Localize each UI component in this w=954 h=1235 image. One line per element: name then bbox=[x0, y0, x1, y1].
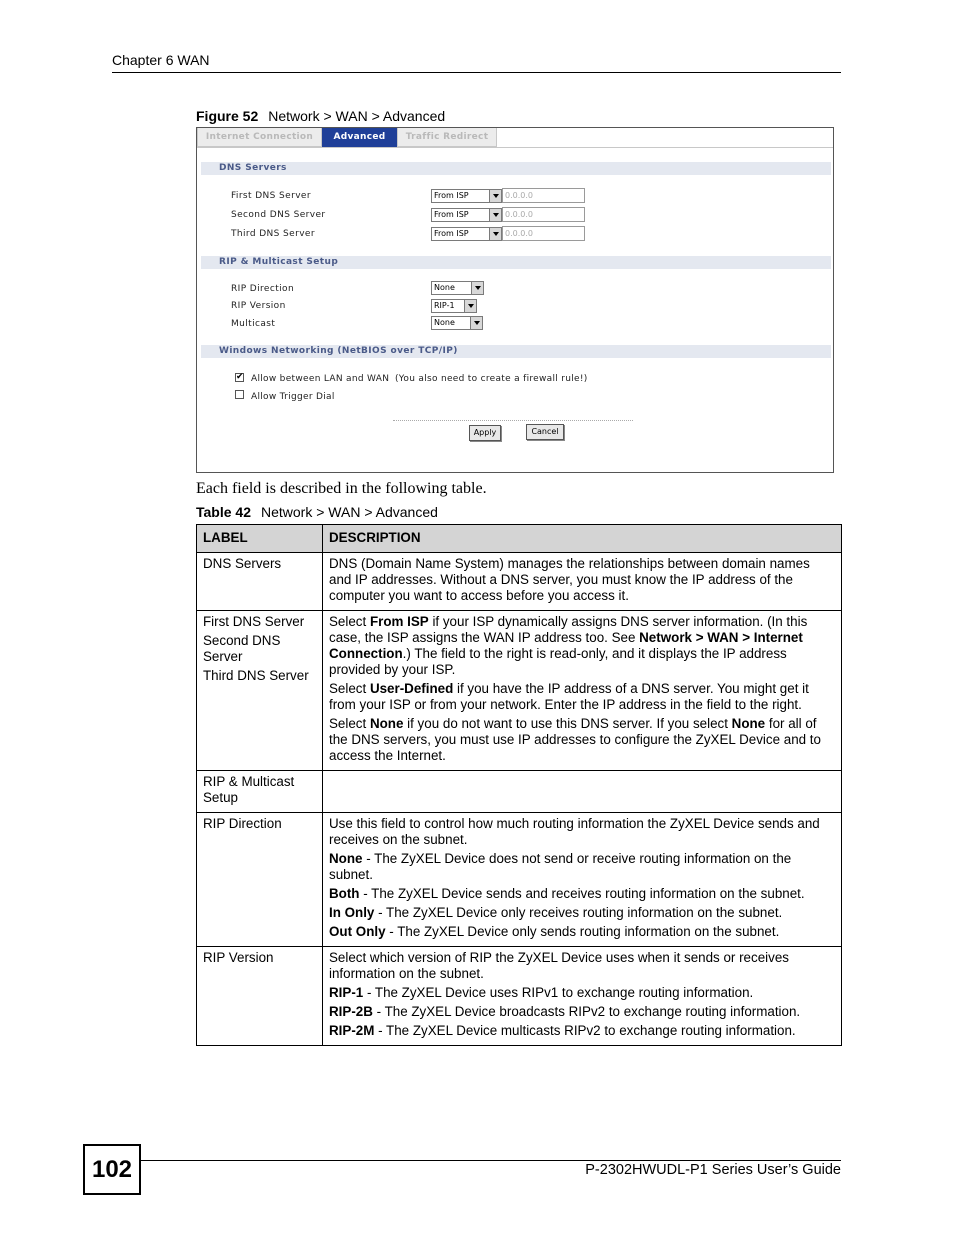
second-dns-select[interactable]: From ISP bbox=[431, 208, 502, 222]
footer-rule bbox=[140, 1160, 841, 1161]
allow-lan-wan-checkbox[interactable] bbox=[235, 373, 244, 382]
table-number: Table 42 bbox=[196, 504, 251, 520]
chevron-down-icon bbox=[464, 300, 476, 312]
tab-advanced[interactable]: Advanced bbox=[322, 128, 397, 147]
table-row bbox=[197, 771, 842, 813]
first-dns-label: First DNS Server bbox=[231, 191, 311, 201]
header-rule bbox=[112, 72, 841, 73]
tab-internet-connection[interactable]: Internet Connection bbox=[197, 128, 322, 147]
allow-lan-wan-label: Allow between LAN and WAN bbox=[251, 374, 390, 384]
cancel-button[interactable]: Cancel bbox=[526, 424, 564, 440]
row-label: RIP Version bbox=[197, 947, 323, 1046]
second-dns-ip-field[interactable]: 0.0.0.0 bbox=[502, 207, 585, 222]
row-label: RIP Direction bbox=[197, 813, 323, 947]
chevron-down-icon bbox=[489, 228, 501, 240]
apply-button[interactable]: Apply bbox=[469, 425, 501, 441]
divider bbox=[393, 420, 633, 421]
dns-servers-section: DNS Servers bbox=[201, 162, 831, 175]
table-row bbox=[197, 813, 842, 947]
rip-direction-label: RIP Direction bbox=[231, 284, 295, 294]
rip-direction-select[interactable]: None bbox=[431, 281, 484, 295]
table-header-row bbox=[197, 525, 842, 553]
third-dns-ip-field[interactable]: 0.0.0.0 bbox=[502, 226, 585, 241]
guide-title: P-2302HWUDL-P1 Series User’s Guide bbox=[585, 1162, 841, 1178]
second-dns-label: Second DNS Server bbox=[231, 210, 326, 220]
tab-traffic-redirect[interactable]: Traffic Redirect bbox=[397, 128, 497, 147]
row-label: First DNS Server Second DNS Server Third DNS Server bbox=[197, 611, 323, 771]
table-row bbox=[197, 947, 842, 1046]
row-label: DNS Servers bbox=[197, 553, 323, 611]
label-column-header: LABEL bbox=[197, 525, 323, 553]
page-number: 102 bbox=[83, 1144, 141, 1195]
tab-bar bbox=[197, 128, 497, 148]
chevron-down-icon bbox=[471, 282, 483, 294]
row-label: RIP & Multicast Setup bbox=[197, 771, 323, 813]
wan-advanced-screenshot bbox=[196, 127, 834, 473]
table-caption bbox=[196, 504, 438, 520]
first-dns-select[interactable]: From ISP bbox=[431, 189, 502, 203]
chevron-down-icon bbox=[489, 190, 501, 202]
chapter-header: Chapter 6 WAN bbox=[112, 52, 210, 68]
check-icon: ✔ bbox=[236, 372, 244, 382]
rip-version-label: RIP Version bbox=[231, 301, 286, 311]
table-title: Network > WAN > Advanced bbox=[261, 504, 438, 520]
allow-trigger-dial-label: Allow Trigger Dial bbox=[251, 392, 335, 402]
chevron-down-icon bbox=[470, 317, 482, 329]
table-row bbox=[197, 611, 842, 771]
chevron-down-icon bbox=[489, 209, 501, 221]
third-dns-select[interactable]: From ISP bbox=[431, 227, 502, 241]
figure-title: Network > WAN > Advanced bbox=[268, 108, 446, 124]
tab-underline bbox=[197, 147, 833, 148]
third-dns-label: Third DNS Server bbox=[231, 229, 315, 239]
row-description: DNS (Domain Name System) manages the relationships between domain names and IP addresses. Without a DNS server, you must know the IP address of the computer you want to access before you access it. bbox=[323, 553, 842, 611]
first-dns-ip-field[interactable]: 0.0.0.0 bbox=[502, 188, 585, 203]
intro-text: Each field is described in the following table. bbox=[196, 480, 487, 497]
multicast-select[interactable]: None bbox=[431, 316, 483, 330]
row-description: Select which version of RIP the ZyXEL Device uses when it sends or receives information on the subnet. RIP-1 - The ZyXEL Device uses RIPv1 to exchange routing information. RIP-2B - The ZyXEL Device broadcasts RIPv2 to exchange routing information. RIP-2M - The ZyXEL Device multicasts RIPv2 to exchange routing information. bbox=[323, 947, 842, 1046]
table-row bbox=[197, 553, 842, 611]
row-description: Use this field to control how much routing information the ZyXEL Device sends and receives on the subnet. None - The ZyXEL Device does not send or receive routing information on the subnet. Both - The ZyXEL Device sends and receives routing information on the subnet. In Only - The ZyXEL Device only receives routing information on the subnet. Out Only - The ZyXEL Device only sends routing information on the subnet. bbox=[323, 813, 842, 947]
row-description: Select From ISP if your ISP dynamically assigns DNS server information. (In this case, the ISP assigns the WAN IP address too. See Network > WAN > Internet Connection.) The field to the right is read-only, and it displays the IP address provided by your ISP. Select User-Defined if you have the IP address of a DNS server. You might get it from your ISP or from your network. Enter the IP address in the field to the right. Select None if you do not want to use this DNS server. If you select None for all of the DNS servers, you must use IP addresses to configure the ZyXEL Device and to access the Internet. bbox=[323, 611, 842, 771]
allow-trigger-dial-checkbox[interactable] bbox=[235, 390, 244, 399]
firewall-rule-note: (You also need to create a firewall rule!) bbox=[395, 374, 588, 384]
multicast-label: Multicast bbox=[231, 319, 276, 329]
rip-multicast-section: RIP & Multicast Setup bbox=[201, 256, 831, 269]
description-column-header: DESCRIPTION bbox=[323, 525, 842, 553]
figure-number: Figure 52 bbox=[196, 108, 259, 124]
field-description-table bbox=[196, 524, 842, 1046]
figure-caption bbox=[196, 108, 445, 124]
netbios-section: Windows Networking (NetBIOS over TCP/IP) bbox=[201, 345, 831, 358]
rip-version-select[interactable]: RIP-1 bbox=[431, 299, 477, 313]
row-description bbox=[323, 771, 842, 813]
